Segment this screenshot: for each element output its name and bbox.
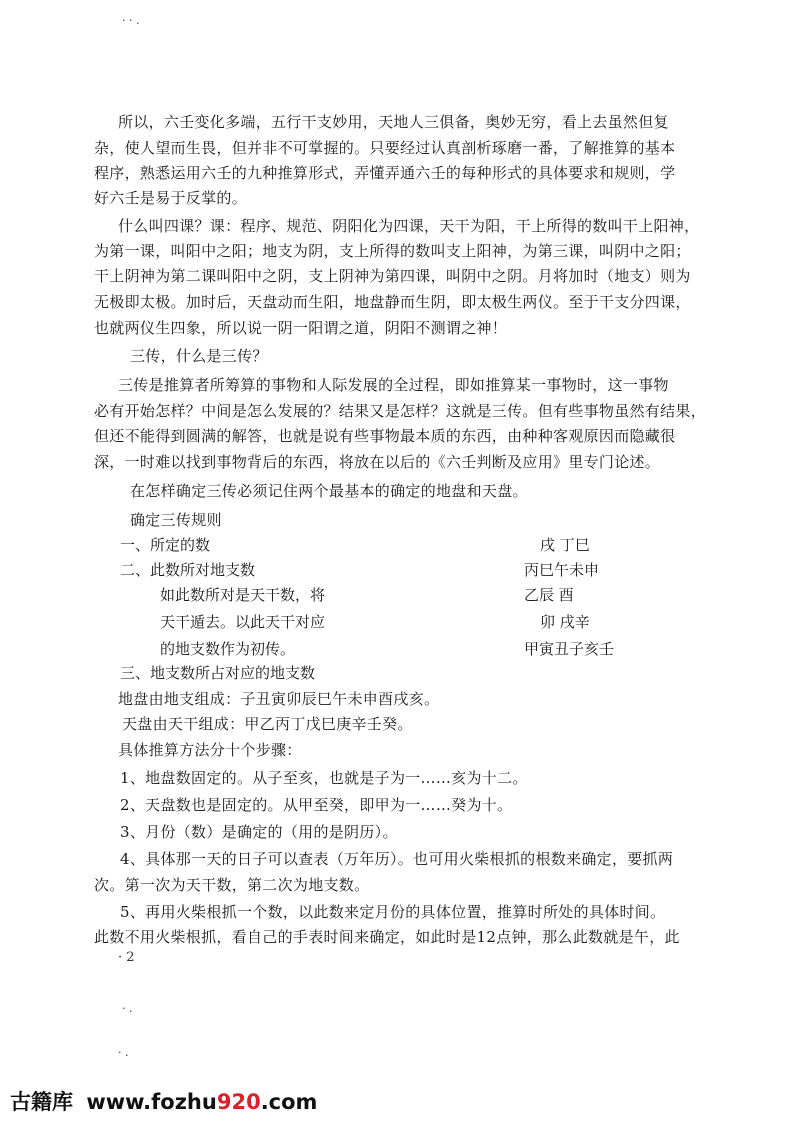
step-item: 此数不用火柴根抓，看自己的手表时间来确定，如此时是12点钟，那么此数就是午，此	[94, 928, 680, 946]
text-line: 干上阴神为第二课叫阳中之阴，支上阴神为第四课，叫阴中之阴。月将加时（地支）则为	[94, 267, 691, 285]
page-mark-bottom: · .	[118, 1046, 129, 1059]
step-item: 4、具体那一天的日子可以查表（万年历）。也可用火柴根抓的根数来确定，要抓两	[120, 850, 674, 868]
text-line: 但还不能得到圆满的解答，也就是说有些事物最本质的东西，由种种客观原因而隐藏很	[94, 427, 676, 445]
rule-item: 一、所定的数	[120, 536, 211, 554]
rule-item: 三、地支数所占对应的地支数	[120, 664, 316, 682]
text-line: 在怎样确定三传必须记住两个最基本的确定的地盘和天盘。	[130, 482, 528, 500]
section-heading: 确定三传规则	[130, 511, 222, 529]
page-mark-bottom: · .	[122, 1002, 133, 1015]
rule-item: 如此数所对是天干数，将	[160, 586, 326, 604]
text-line: 必有开始怎样？中间是怎么发展的？结果又是怎样？这就是三传。但有些事物虽然有结果，	[94, 402, 707, 420]
step-item: 3、月份（数）是确定的（用的是阴历）。	[120, 823, 398, 841]
text-line: 为第一课，叫阳中之阳；地支为阴，支上所得的数叫支上阳神，为第三课，叫阴中之阳；	[94, 242, 691, 260]
text-line: 深，一时难以找到事物背后的东西，将放在以后的《六壬判断及应用》里专门论述。	[94, 453, 661, 471]
site-name: 古籍库	[10, 1090, 73, 1114]
site-url-prefix: www.fozhu	[86, 1090, 217, 1114]
page-mark-top: · · .	[122, 14, 140, 27]
step-item: 次。第一次为天干数，第二次为地支数。	[94, 876, 370, 894]
text-line: 三传是推算者所筹算的事物和人际发展的全过程，即如推算某一事物时，这一事物	[118, 376, 669, 394]
step-item: 5、再用火柴根抓一个数，以此数来定月份的具体位置，推算时所处的具体时间。	[120, 903, 666, 921]
text-line: 也就两仪生四象，所以说一阴一阳谓之道，阴阳不测谓之神！	[94, 319, 508, 337]
text-line: 好六壬是易于反掌的。	[94, 189, 248, 207]
page-number: · 2	[118, 950, 135, 965]
rule-item: 二、此数所对地支数	[120, 561, 256, 579]
plate-row: 丙巳午未申	[524, 561, 600, 579]
site-url-number: 920	[216, 1090, 261, 1114]
plate-row: 戌 丁巳	[540, 536, 590, 554]
site-url-suffix: .com	[260, 1090, 318, 1114]
plate-row: 乙辰 酉	[524, 586, 574, 604]
text-line: 程序，熟悉运用六壬的九种推算形式，弄懂弄通六壬的每种形式的具体要求和规则，学	[94, 164, 676, 182]
text-line: 杂，使人望而生畏，但并非不可掌握的。只要经过认真剖析琢磨一番，了解推算的基本	[94, 139, 676, 157]
text-line: 什么叫四课？课：程序、规范、阴阳化为四课，天干为阳，干上所得的数叫干上阳神，	[118, 217, 700, 235]
steps-heading: 具体推算方法分十个步骤：	[118, 741, 302, 759]
rule-item: 天干遁去。以此天干对应	[160, 613, 326, 631]
text-line: 所以，六壬变化多端，五行干支妙用，天地人三俱备，奥妙无穷，看上去虽然但复	[118, 113, 669, 131]
earth-plate-definition: 地盘由地支组成：子丑寅卯辰巳午未申酉戌亥。	[118, 690, 440, 708]
step-item: 1、地盘数固定的。从子至亥，也就是子为一……亥为十二。	[120, 769, 528, 787]
plate-row: 甲寅丑子亥壬	[524, 640, 615, 658]
plate-row: 卯 戌辛	[540, 613, 590, 631]
heaven-plate-definition: 天盘由天干组成：甲乙丙丁戊巳庚辛壬癸。	[122, 715, 413, 733]
step-item: 2、天盘数也是固定的。从甲至癸，即甲为一……癸为十。	[120, 796, 513, 814]
section-heading: 三传，什么是三传？	[130, 347, 268, 365]
rule-item: 的地支数作为初传。	[160, 640, 296, 658]
site-watermark	[10, 1086, 317, 1116]
text-line: 无极即太极。加时后，天盘动而生阳，地盘静而生阴，即太极生两仪。至于干支分四课，	[94, 293, 691, 311]
